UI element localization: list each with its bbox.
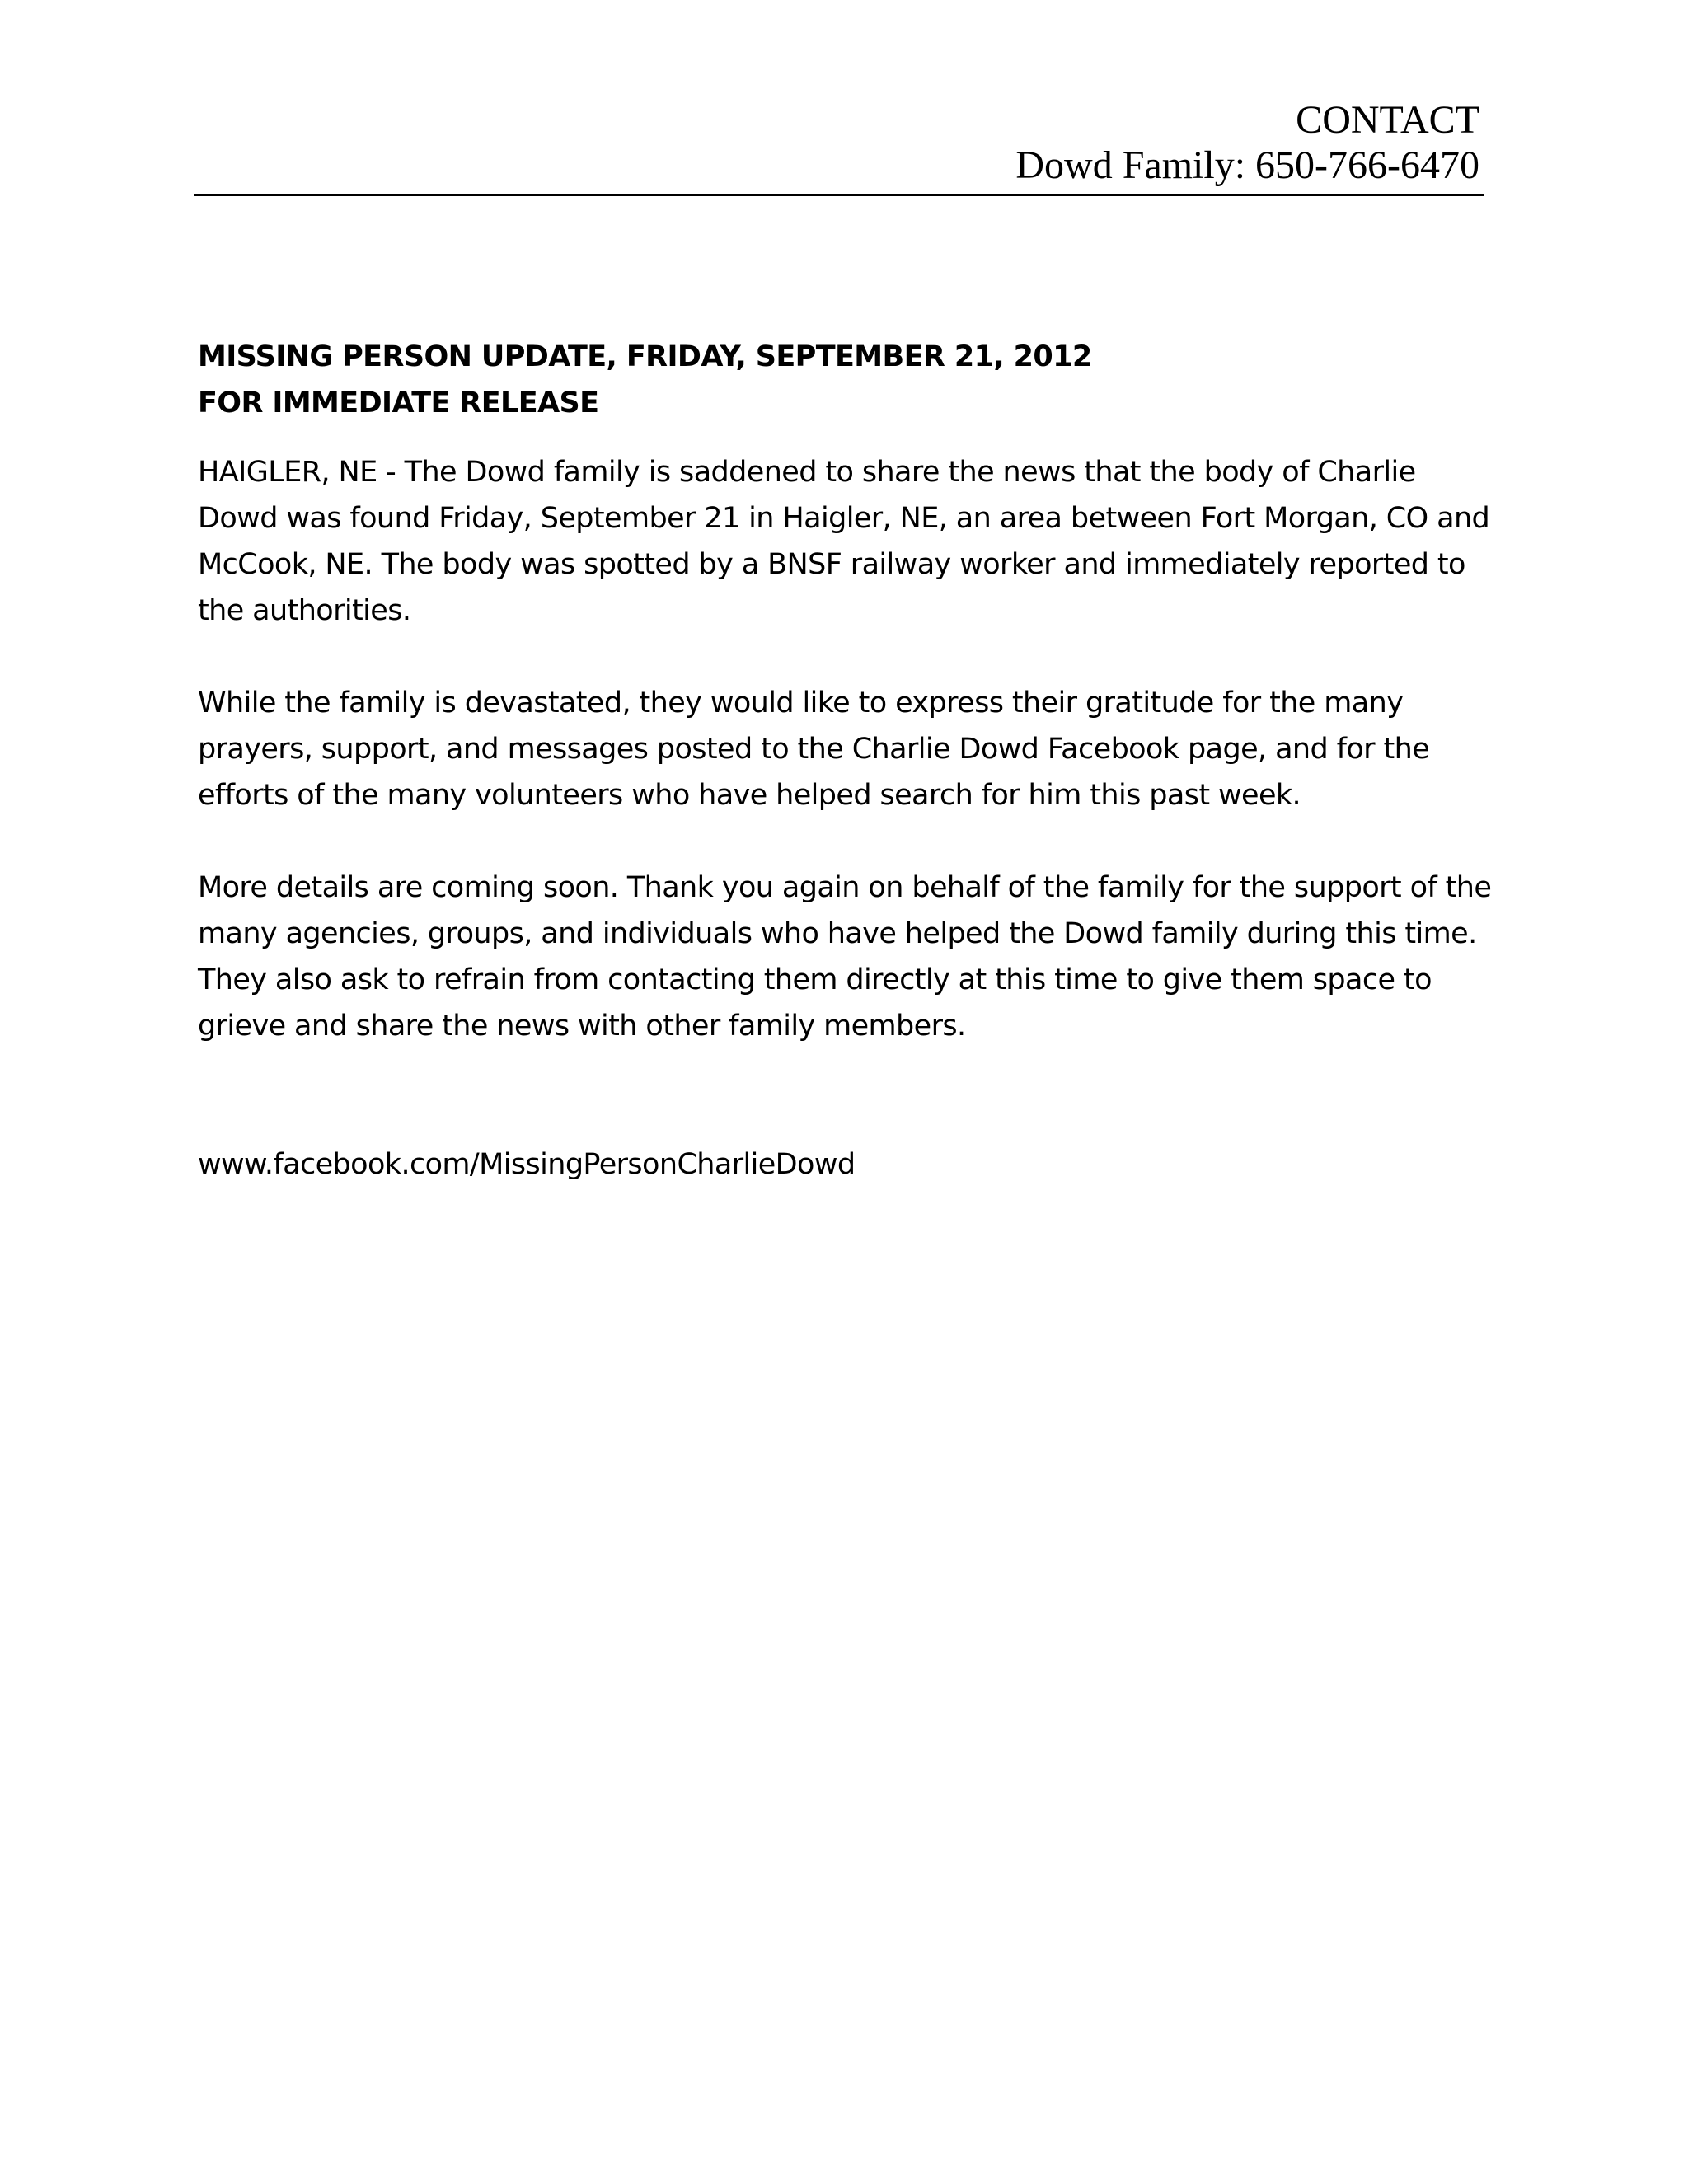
release-headline: MISSING PERSON UPDATE, FRIDAY, SEPTEMBER 21, 2012 [198,340,1092,373]
contact-header [194,97,1484,196]
contact-phone: Dowd Family: 650-766-6470 [1015,143,1479,187]
press-release-body [198,334,1500,1188]
contact-label: CONTACT [1296,98,1479,142]
body-paragraph-2: While the family is devastated, they would like to express their gratitude for the many prayers, support, and messages posted to the Charlie Dowd Facebook page, and for the efforts of the many volunteers who have helped search for him this past week. [198,687,1430,812]
body-paragraph-1: HAIGLER, NE - The Dowd family is saddened to share the news that the body of Charlie Dowd was found Friday, September 21 in Haigler, NE, an area between Fort Morgan, CO and McCook, NE. The body was spotted by a BNSF railway worker and immediately reported to the authorities. [198,456,1490,627]
release-subheadline: FOR IMMEDIATE RELEASE [198,387,599,419]
facebook-url: www.facebook.com/MissingPersonCharlieDowd [198,1148,856,1181]
body-paragraph-3: More details are coming soon. Thank you again on behalf of the family for the support of the many agencies, groups, and individuals who have helped the Dowd family during this time. They also ask to refrain from contacting them directly at this time to give them space to grieve and share the news with other family members. [198,871,1492,1043]
